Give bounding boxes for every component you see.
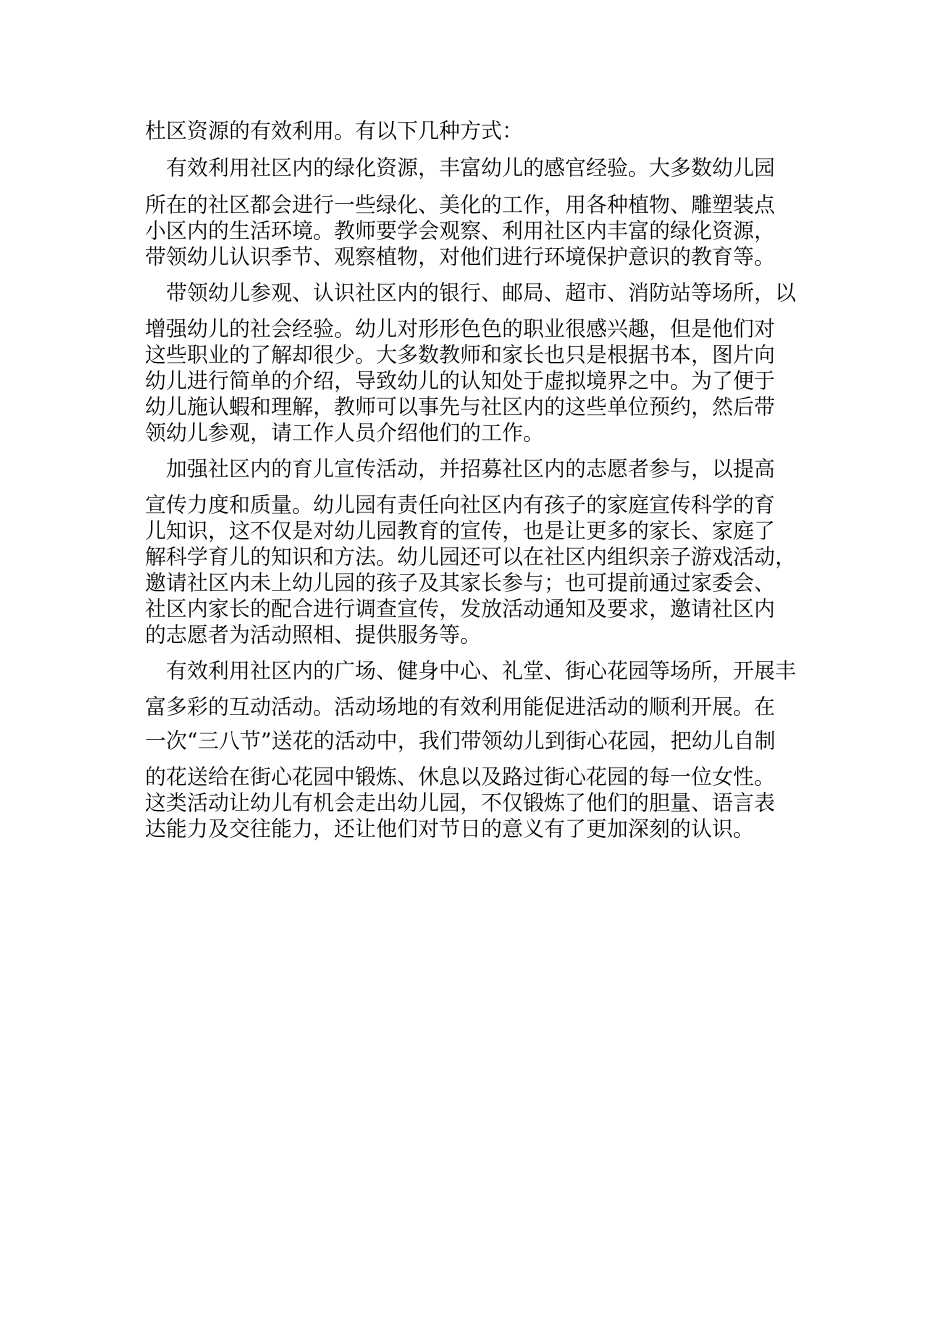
text-line: 带领幼儿认识季节、观察植物，对他们进行环境保护意识的教育等。 xyxy=(145,245,775,269)
text-line: 小区内的生活环境。教师要学会观察、利用社区内丰富的绿化资源， xyxy=(145,219,775,243)
text-line: 所在的社区都会进行一些绿化、美化的工作，用各种植物、雕塑装点 xyxy=(145,193,775,217)
text-line: 达能力及交往能力，还让他们对节日的意义有了更加深刻的认识。 xyxy=(145,817,754,841)
text-line: 幼儿施认蝦和理解，教师可以事先与社区内的这些单位预约，然后带 xyxy=(145,395,775,419)
text-line: 的志愿者为活动照相、提供服务等。 xyxy=(145,623,481,647)
text-line: 这些职业的了解却很少。大多数教师和家长也只是根据书本，图片向 xyxy=(145,343,775,367)
text-line: 增强幼儿的社会经验。幼儿对形形色色的职业很感兴趣，但是他们对 xyxy=(145,317,775,341)
text-line: 幼儿进行简单的介绍，导致幼儿的认知处于虚拟境界之中。为了便于 xyxy=(145,369,775,393)
document-body xyxy=(145,119,825,841)
text-line: 这类活动让幼儿有机会走出幼儿园，不仅锻炼了他们的胆量、语言表 xyxy=(145,791,775,815)
text-line: 社区内家长的配合进行调查宣传，发放活动通知及要求，邀请社区内 xyxy=(145,597,775,621)
paragraph-first-line: 带领幼儿参观、认识社区内的银行、邮局、超市、消防站等场所，以 xyxy=(166,281,796,305)
text-line: 一次“三八节”送花的活动中，我们带领幼儿到街心花园，把幼儿自制 xyxy=(145,729,776,753)
paragraph-first-line: 有效利用社区内的广场、健身中心、礼堂、街心花园等场所，开展丰 xyxy=(166,659,796,683)
text-line: 邀请社区内未上幼儿园的孩子及其家长参与；也可提前通过家委会、 xyxy=(145,571,775,595)
paragraph-first-line: 有效利用社区内的绿化资源，丰富幼儿的感官经验。大多数幼儿园 xyxy=(166,156,775,180)
text-line: 杜区资源的有效利用。有以下几种方式： xyxy=(145,119,523,143)
text-line: 儿知识，这不仅是对幼儿园教育的宣传，也是让更多的家长、家庭了 xyxy=(145,519,775,543)
text-line: 宣传力度和质量。幼儿园有责任向社区内有孩子的家庭宣传科学的育 xyxy=(145,493,775,517)
text-line: 领幼儿参观，请工作人员介绍他们的工作。 xyxy=(145,421,544,445)
text-line: 富多彩的互动活动。活动场地的有效利用能促进活动的顺利开展。在 xyxy=(145,695,775,719)
text-line: 的花送给在街心花园中锻炼、休息以及路过街心花园的每一位女性。 xyxy=(145,765,775,789)
text-line: 解科学育儿的知识和方法。幼儿园还可以在社区内组织亲子游戏活动， xyxy=(145,545,796,569)
paragraph-first-line: 加强社区内的育儿宣传活动，并招募社区内的志愿者参与，以提高 xyxy=(166,457,775,481)
